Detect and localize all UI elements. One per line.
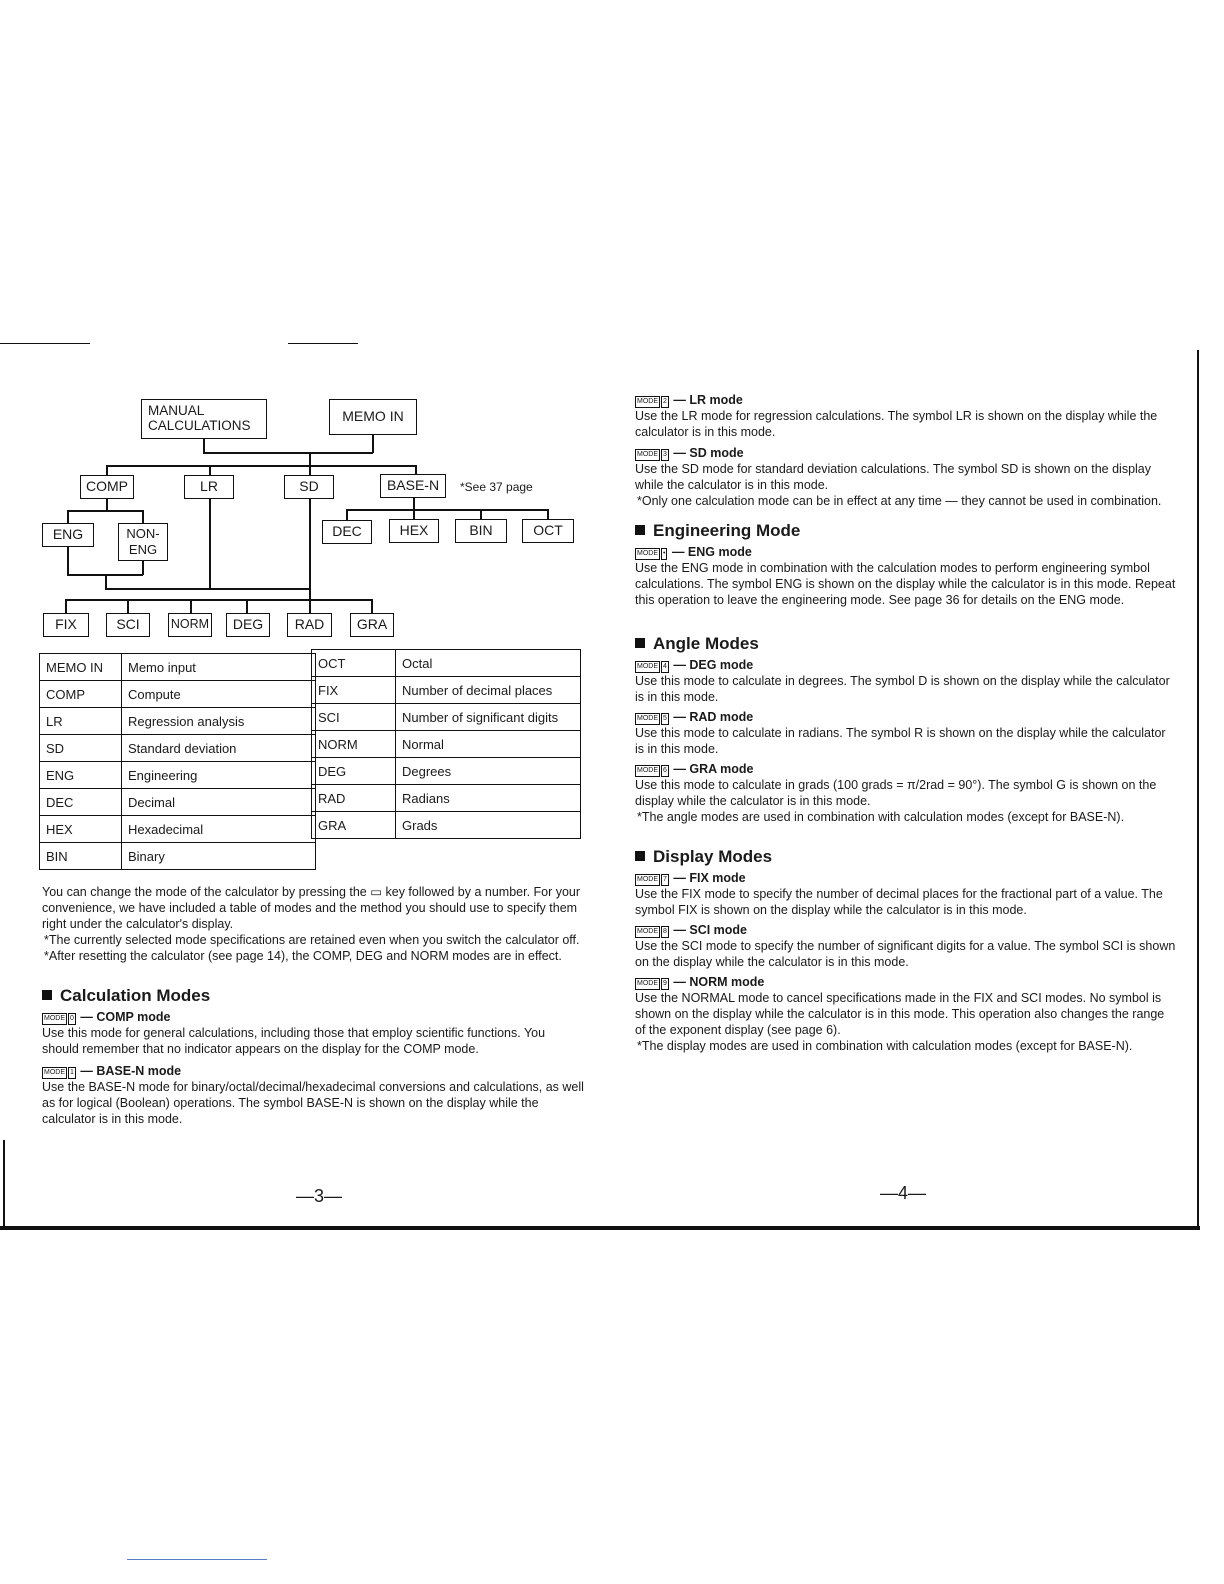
comp-mode-text: Use this mode for general calculations, including those that employ scientific functions. You should remember that no indicator appears on the display for the COMP mode.: [42, 1026, 546, 1056]
base-n-box: BASE-N: [380, 474, 446, 498]
non-eng-box: NON-ENG: [118, 523, 168, 561]
fix-box: FIX: [43, 613, 89, 637]
left-page-text: You can change the mode of the calculator by pressing the ▭ key followed by a number. For your convenience, we have included a table of modes and the method you should use to specify them right under the calculator's display. *The currently selected mode specifications are retained even when you switch the calculator off. *After resetting the calculator (see page 14), the COMP, DEG and NORM modes are in effect. Calculation Modes MODE 0 — COMP mode Use this mode for general calculations, including those that employ scientific functions. You should remember that no indicator appears on the display for the COMP mode. MODE 1 — BASE-N mode Use the BASE-N mode for binary/octal/decimal/hexadecimal conversions and calculations, as well as for logical (Boolean) operations. The symbol BASE-N is shown on the display while the calculator is in this mode.: [42, 885, 584, 1126]
comp-box: COMP: [80, 475, 134, 499]
mode-key-icon: MODE: [635, 396, 660, 408]
table-row: [40, 816, 316, 843]
norm-mode-text: Use the NORMAL mode to cancel specifications made in the FIX and SCI modes. No symbol is shown on the display while the calculator is in this mode. This operation also changes the range of the exponent display (see page 6).: [635, 991, 1165, 1037]
mode-description-cell: Number of significant digits: [396, 704, 581, 731]
key-6-icon: 6: [661, 765, 669, 777]
mode-description-cell: Hexadecimal: [122, 816, 316, 843]
deg-box: DEG: [226, 613, 270, 637]
fix-mode-text: Use the FIX mode to specify the number of decimal places for the fractional part of a value. The symbol FIX is shown on the display while the calculator is in this mode.: [635, 887, 1163, 917]
table-row: [40, 843, 316, 870]
table-row: [40, 681, 316, 708]
mode-code-cell: NORM: [312, 731, 396, 758]
norm-box: NORM: [168, 613, 212, 637]
display-mode-note: *The display modes are used in combination with calculation modes (except for BASE-N).: [637, 1039, 1133, 1053]
bullet-square-icon: [635, 525, 645, 535]
see-page-note: *See 37 page: [460, 480, 533, 494]
table-row: [312, 704, 581, 731]
engineering-mode-heading: Engineering Mode: [635, 523, 1177, 539]
mode-key-icon: MODE: [635, 548, 660, 560]
mode-description-cell: Binary: [122, 843, 316, 870]
mode-description-cell: Normal: [396, 731, 581, 758]
sci-mode-text: Use the SCI mode to specify the number of significant digits for a value. The symbol SCI is shown on the display while the calculator is in this mode.: [635, 939, 1176, 969]
oct-box: OCT: [522, 519, 574, 543]
mode-key-icon: MODE: [635, 449, 660, 461]
right-page-text: MODE 2 — LR mode Use the LR mode for regression calculations. The symbol LR is shown on the display while the calculator is in this mode. MODE 3 — SD mode Use the SD mode for standard deviation calculations. The symbol SD is shown on the display while the calculator is in this mode. *Only one calculation mode can be in effect at any time — they cannot be used in combination. Engineering Mode MODE • — ENG mode Use the ENG mode in combination with the calculation modes to perform engineering symbol calculations. The symbol ENG is shown on the display while the calculator is in this mode. Repeat this operation to leave the engineering mode. See page 36 for details on the ENG mode. Angle Modes MODE 4 — DEG mode Use this mode to calculate in degrees. The symbol D is shown on the display while the calculator is in this mode. MODE 5 — RAD mode Use this mode to calculate in radians. The symbol R is shown on the display while the calculator is in this mode. MODE 6 — GRA mode Use this mode to calculate in grads (100 grads = π/2rad = 90°). The symbol G is shown on the display while the calculator is in this mode. *The angle modes are used in combination with calculation modes (except for BASE-N). Display Modes MODE 7 — FIX mode Use the FIX mode to specify the number of decimal places for the fractional part of a value. The symbol FIX is shown on the display while the calculator is in this mode. MODE 8 — SCI mode Use the SCI mode to specify the number of significant digits for a value. The symbol SCI is shown on the display while the calculator is in this mode. MODE 9 — NORM mode Use the NORMAL mode to cancel specifications made in the FIX and SCI modes. No symbol is shown on the display while the calculator is in this mode. This operation also changes the range of the exponent display (see page 6). *The display modes are used in combination with calculation modes (except for BASE-N).: [635, 393, 1176, 1053]
table-row: [312, 785, 581, 812]
rad-mode-text: Use this mode to calculate in radians. The symbol R is shown on the display while the calculator is in this mode.: [635, 726, 1166, 756]
page-number-3: —3—: [296, 1186, 343, 1206]
table-row: [40, 789, 316, 816]
base-n-mode-text: Use the BASE-N mode for binary/octal/decimal/hexadecimal conversions and calculations, as well as for logical (Boolean) operations. The symbol BASE-N is shown on the display while the calculator is in this mode.: [42, 1080, 584, 1126]
mode-code-cell: GRA: [312, 812, 396, 839]
memo-in-box: MEMO IN: [329, 399, 417, 435]
spread-left-border: [3, 1140, 5, 1230]
eng-mode-text: Use the ENG mode in combination with the calculation modes to perform engineering symbol calculations. The symbol ENG is shown on the display while the calculator is in this mode. Repeat this operation to leave the engineering mode. See page 36 for details on the ENG mode.: [635, 561, 1176, 607]
modes-table-left: [39, 653, 316, 870]
mode-description-cell: Memo input: [122, 654, 316, 681]
table-row: [40, 654, 316, 681]
key-7-icon: 7: [661, 874, 669, 886]
bin-box: BIN: [455, 519, 507, 543]
mode-code-cell: DEG: [312, 758, 396, 785]
key-9-icon: 9: [661, 978, 669, 990]
table-row: [312, 650, 581, 677]
deg-mode-text: Use this mode to calculate in degrees. The symbol D is shown on the display while the calculator is in this mode.: [635, 674, 1170, 704]
mode-description-cell: Engineering: [122, 762, 316, 789]
mode-description-cell: Octal: [396, 650, 581, 677]
mode-key-icon: MODE: [42, 1067, 67, 1079]
mode-code-cell: OCT: [312, 650, 396, 677]
manual-calculations-box: MANUAL CALCULATIONS: [141, 399, 267, 439]
mode-key-icon: MODE: [635, 765, 660, 777]
retain-note: *The currently selected mode specifications are retained even when you switch the calculator off.: [44, 933, 580, 947]
table-row: [312, 758, 581, 785]
mode-description-cell: Compute: [122, 681, 316, 708]
lr-box: LR: [184, 475, 234, 499]
key-0-icon: 0: [68, 1013, 76, 1025]
mode-code-cell: DEC: [40, 789, 122, 816]
mode-code-cell: MEMO IN: [40, 654, 122, 681]
mode-code-cell: LR: [40, 708, 122, 735]
table-row: [312, 731, 581, 758]
mode-description-cell: Radians: [396, 785, 581, 812]
gra-mode-text: Use this mode to calculate in grads (100 grads = π/2rad = 90°). The symbol G is shown on the display while the calculator is in this mode.: [635, 778, 1157, 808]
gra-box: GRA: [350, 613, 394, 637]
sci-box: SCI: [106, 613, 150, 637]
hex-box: HEX: [389, 519, 439, 543]
eng-box: ENG: [42, 523, 94, 547]
table-row: [312, 812, 581, 839]
bullet-square-icon: [635, 638, 645, 648]
mode-key-icon: MODE: [42, 1013, 67, 1025]
sd-box: SD: [284, 475, 334, 499]
key-1-icon: 1: [68, 1067, 76, 1079]
key-4-icon: 4: [661, 661, 669, 673]
table-row: [40, 762, 316, 789]
mode-key-icon: MODE: [635, 874, 660, 886]
sd-mode-text: Use the SD mode for standard deviation calculations. The symbol SD is shown on the display while the calculator is in this mode.: [635, 462, 1152, 492]
mode-code-cell: BIN: [40, 843, 122, 870]
mode-code-cell: COMP: [40, 681, 122, 708]
mode-key-icon: MODE: [635, 978, 660, 990]
mode-description-cell: Regression analysis: [122, 708, 316, 735]
bullet-square-icon: [635, 851, 645, 861]
calculation-modes-heading: Calculation Modes: [42, 988, 584, 1004]
mode-code-cell: ENG: [40, 762, 122, 789]
page-number-4: —4—: [880, 1183, 927, 1203]
key-8-icon: 8: [661, 926, 669, 938]
mode-code-cell: RAD: [312, 785, 396, 812]
mode-key-icon: MODE: [635, 926, 660, 938]
angle-mode-note: *The angle modes are used in combination with calculation modes (except for BASE-N).: [637, 810, 1125, 824]
table-row: [40, 708, 316, 735]
mode-description-cell: Grads: [396, 812, 581, 839]
rad-box: RAD: [287, 613, 332, 637]
top-rule-left: [0, 343, 90, 344]
table-row: [40, 735, 316, 762]
calc-mode-note: *Only one calculation mode can be in effect at any time — they cannot be used in combination.: [637, 494, 1162, 508]
key-5-icon: 5: [661, 713, 669, 725]
mode-key-icon: MODE: [635, 713, 660, 725]
mode-code-cell: HEX: [40, 816, 122, 843]
spread-right-border: [1197, 350, 1199, 1230]
table-row: [312, 677, 581, 704]
key-2-icon: 2: [661, 396, 669, 408]
modes-table-right: [311, 649, 581, 839]
spread-bottom-border: [0, 1226, 1200, 1230]
lr-mode-text: Use the LR mode for regression calculations. The symbol LR is shown on the display while the calculator is in this mode.: [635, 409, 1158, 439]
reset-note: *After resetting the calculator (see page 14), the COMP, DEG and NORM modes are in effect.: [44, 949, 562, 963]
mode-description-cell: Number of decimal places: [396, 677, 581, 704]
mode-code-cell: FIX: [312, 677, 396, 704]
mode-code-cell: SCI: [312, 704, 396, 731]
dec-box: DEC: [322, 520, 372, 544]
bottom-blue-rule: [127, 1559, 267, 1560]
bullet-square-icon: [42, 990, 52, 1000]
key-dot-icon: •: [661, 548, 667, 560]
intro-paragraph: You can change the mode of the calculator by pressing the ▭ key followed by a number. For your convenience, we have included a table of modes and the method you should use to specify them right under the calculator's display.: [42, 885, 581, 931]
mode-key-icon: MODE: [635, 661, 660, 673]
mode-code-cell: SD: [40, 735, 122, 762]
display-modes-heading: Display Modes: [635, 849, 1177, 865]
mode-description-cell: Standard deviation: [122, 735, 316, 762]
mode-description-cell: Decimal: [122, 789, 316, 816]
top-rule-mid: [288, 343, 358, 344]
angle-modes-heading: Angle Modes: [635, 636, 1177, 652]
mode-description-cell: Degrees: [396, 758, 581, 785]
key-3-icon: 3: [661, 449, 669, 461]
